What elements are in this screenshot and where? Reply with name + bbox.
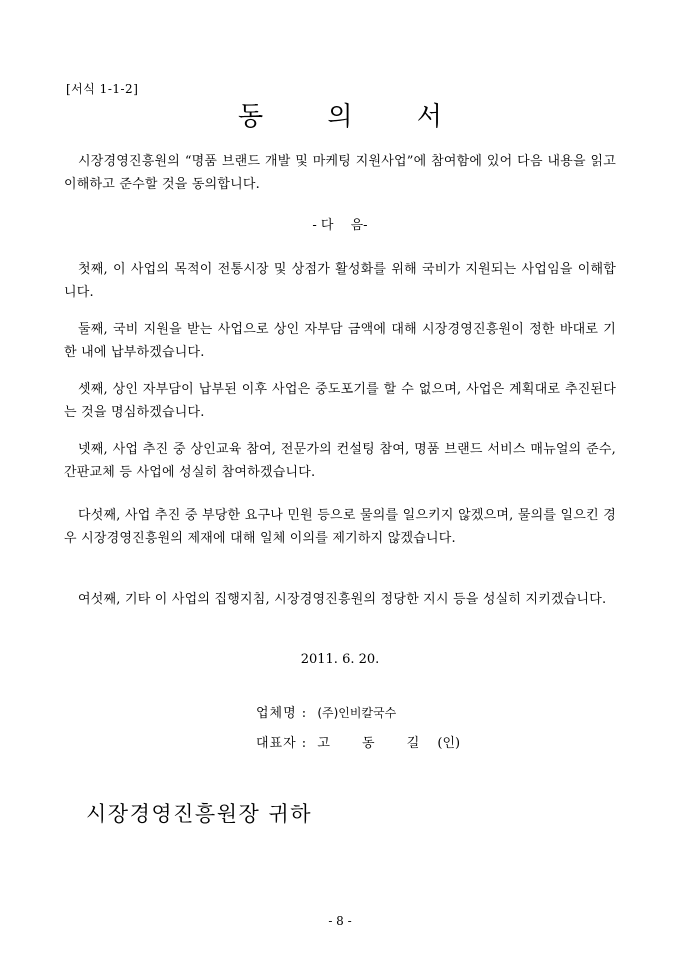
item-2: 둘째, 국비 지원을 받는 사업으로 상인 자부담 금액에 대해 시장경영진흥원이 정한 바대로 기한 내에 납부하겠습니다. [64, 322, 616, 360]
form-code: [서식 1-1-2] [66, 82, 139, 96]
seal-mark: (인) [437, 736, 461, 751]
separator-label: - 다 음- [312, 218, 368, 233]
company-row [256, 702, 396, 721]
item-5: 다섯째, 사업 추진 중 부당한 요구나 민원 등으로 물의를 일으키지 않겠으며, 물의를 일으킨 경우 시장경영진흥원의 제재에 대해 일체 이의를 제기하지 않겠습니다. [64, 508, 616, 546]
addressee: 시장경영진흥원장 귀하 [86, 802, 313, 826]
item-1: 첫째, 이 사업의 목적이 전통시장 및 상점가 활성화를 위해 국비가 지원되는 사업임을 이해합니다. [64, 262, 616, 300]
item-4: 넷째, 사업 추진 중 상인교육 참여, 전문가의 컨설팅 참여, 명품 브랜드 서비스 매뉴얼의 준수, 간판교체 등 사업에 성실히 참여하겠습니다. [64, 442, 616, 480]
representative-name: 고 동 길 [317, 736, 434, 751]
page-number: - 8 - [328, 914, 352, 928]
item-6: 여섯째, 기타 이 사업의 집행지침, 시장경영진흥원의 정당한 지시 등을 성실히 지키겠습니다. [78, 592, 607, 607]
item-3: 셋째, 상인 자부담이 납부된 이후 사업은 중도포기를 할 수 없으며, 사업은 계획대로 추진된다는 것을 명심하겠습니다. [64, 382, 616, 420]
company-label: 업체명 : [256, 706, 308, 721]
representative-row [256, 732, 460, 751]
intro-paragraph: 시장경영진흥원의 “명품 브랜드 개발 및 마케팅 지원사업”에 참여함에 있어 다음 내용을 읽고 이해하고 준수할 것을 동의합니다. [64, 154, 616, 192]
document-date: 2011. 6. 20. [300, 652, 380, 667]
representative-label: 대표자 : [256, 736, 308, 751]
company-name: (주)인비칼국수 [317, 706, 397, 720]
document-title: 동 의 서 [238, 102, 470, 132]
